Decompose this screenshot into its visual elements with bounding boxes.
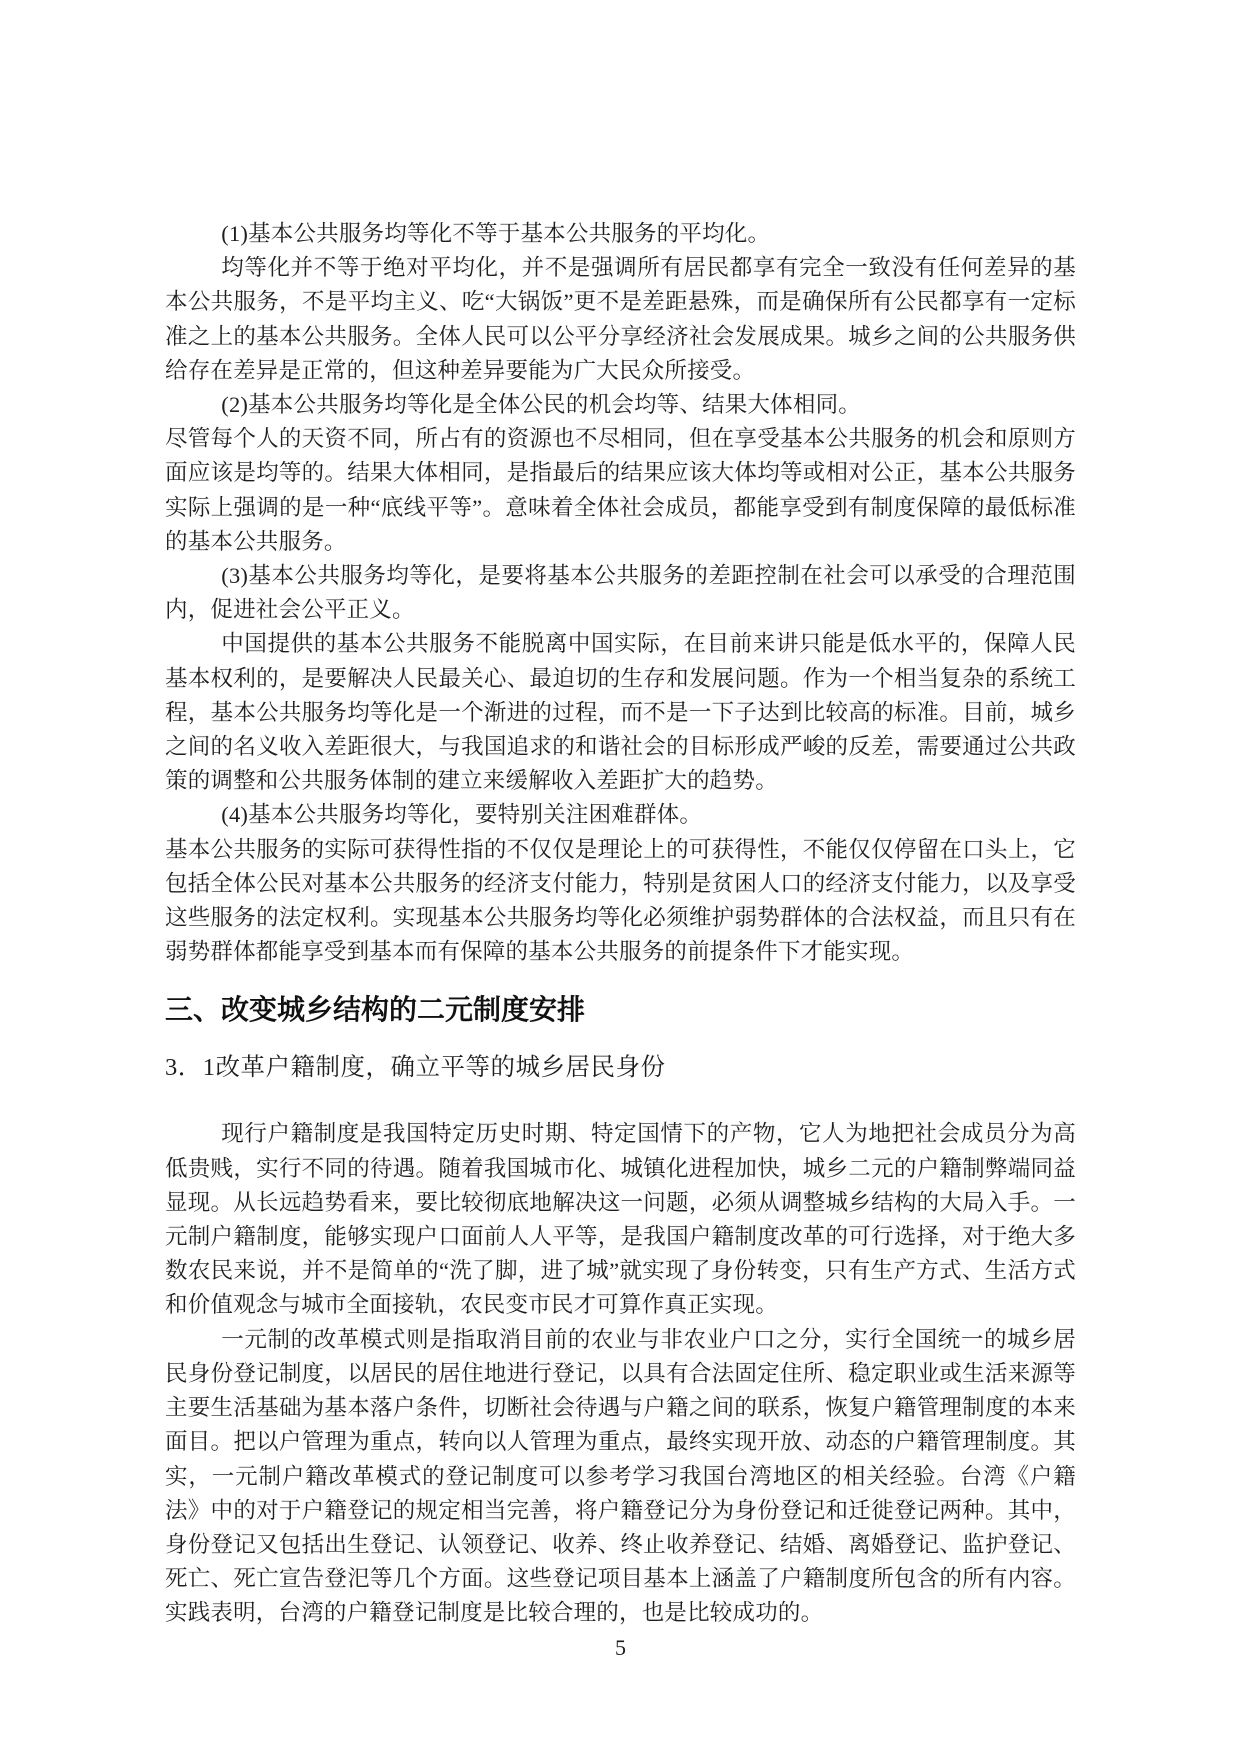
paragraph-body-4: 基本公共服务的实际可获得性指的不仅仅是理论上的可获得性，不能仅仅停留在口头上，它包括全体公民对基本公共服务的经济支付能力，特别是贫困人口的经济支付能力，以及享受这些服务的法定权利。实现基本公共服务均等化必须维护弱势群体的合法权益，而且只有在弱势群体都能享受到基本而有保障的基本公共服务的前提条件下才能实现。 bbox=[165, 836, 1076, 965]
paragraph-item-2: (2)基本公共服务均等化是全体公民的机会均等、结果大体相同。 bbox=[221, 392, 861, 418]
paragraph-hukou-2: 一元制的改革模式则是指取消目前的农业与非农业户口之分，实行全国统一的城乡居民身份登记制度，以居民的居住地进行登记，以具有合法固定住所、稳定职业或生活来源等主要生活基础为基本落户条件，切断社会待遇与户籍之间的联系，恢复户籍管理制度的本来面目。把以户管理为重点，转向以人管理为重点，最终实现开放、动态的户籍管理制度。其实，一元制户籍改革模式的登记制度可以参考学习我国台湾地区的相关经验。台湾《户籍法》中的对于户籍登记的规定相当完善，将户籍登记分为身份登记和迁徙登记两种。其中，身份登记又包括出生登记、认领登记、收养、终止收养登记、结婚、离婚登记、监护登记、死亡、死亡宣告登汜等几个方面。这些登记项目基本上涵盖了户籍制度所包含的所有内容。实践表明，台湾的户籍登记制度是比较合理的，也是比较成功的。 bbox=[165, 1326, 1076, 1626]
section-heading: 三、改变城乡结构的二元制度安排 bbox=[165, 994, 586, 1026]
section-hukou-reform bbox=[165, 1117, 1076, 1630]
section-basic-public-services bbox=[165, 217, 1076, 969]
paragraph-hukou-1: 现行户籍制度是我国特定历史时期、特定国情下的产物，它人为地把社会成员分为高低贵贱，实行不同的待遇。随着我国城市化、城镇化进程加快，城乡二元的户籍制弊端同益显现。从长远趋势看来，要比较彻底地解决这一问题，必须从调整城乡结构的大局入手。一元制户籍制度，能够实现户口面前人人平等，是我国户籍制度改革的可行选择，对于绝大多数农民来说，并不是简单的“洗了脚，进了城”就实现了身份转变，只有生产方式、生活方式和价值观念与城市全面接轨，农民变市民才可算作真正实现。 bbox=[165, 1121, 1076, 1318]
paragraph-item-4: (4)基本公共服务均等化，要特别关注困难群体。 bbox=[221, 802, 703, 828]
paragraph-item-1: (1)基本公共服务均等化不等于基本公共服务的平均化。 bbox=[221, 221, 771, 246]
paragraph-item-3: (3)基本公共服务均等化，是要将基本公共服务的差距控制在社会可以承受的合理范围内，促进社会公平正义。 bbox=[165, 563, 1076, 623]
paragraph-body-2: 尽管每个人的天资不同，所占有的资源也不尽相同，但在享受基本公共服务的机会和原则方面应该是均等的。结果大体相同，是指最后的结果应该大体均等或相对公正，基本公共服务实际上强调的是一种“底线平等”。意味着全体社会成员，都能享受到有制度保障的最低标准的基本公共服务。 bbox=[165, 426, 1076, 554]
paragraph-body-3: 中国提供的基本公共服务不能脱离中国实际，在目前来讲只能是低水平的，保障人民基本权利的，是要解决人民最关心、最迫切的生存和发展问题。作为一个相当复杂的系统工程，基本公共服务均等化是一个渐进的过程，而不是一下子达到比较高的标准。目前，城乡之间的名义收入差距很大，与我国追求的和谐社会的目标形成严峻的反差，需要通过公共政策的调整和公共服务体制的建立来缓解收入差距扩大的趋势。 bbox=[165, 631, 1076, 794]
subsection-heading: 3．1改革户籍制度，确立平等的城乡居民身份 bbox=[165, 1054, 666, 1082]
page-number: 5 bbox=[615, 1634, 626, 1660]
paragraph-body-1: 均等化并不等于绝对平均化，并不是强调所有居民都享有完全一致没有任何差异的基本公共服务，不是平均主义、吃“大锅饭”更不是差距悬殊，而是确保所有公民都享有一定标准之上的基本公共服务。全体人民可以公平分享经济社会发展成果。城乡之间的公共服务供给存在差异是正常的，但这种差异要能为广大民众所接受。 bbox=[165, 255, 1076, 383]
